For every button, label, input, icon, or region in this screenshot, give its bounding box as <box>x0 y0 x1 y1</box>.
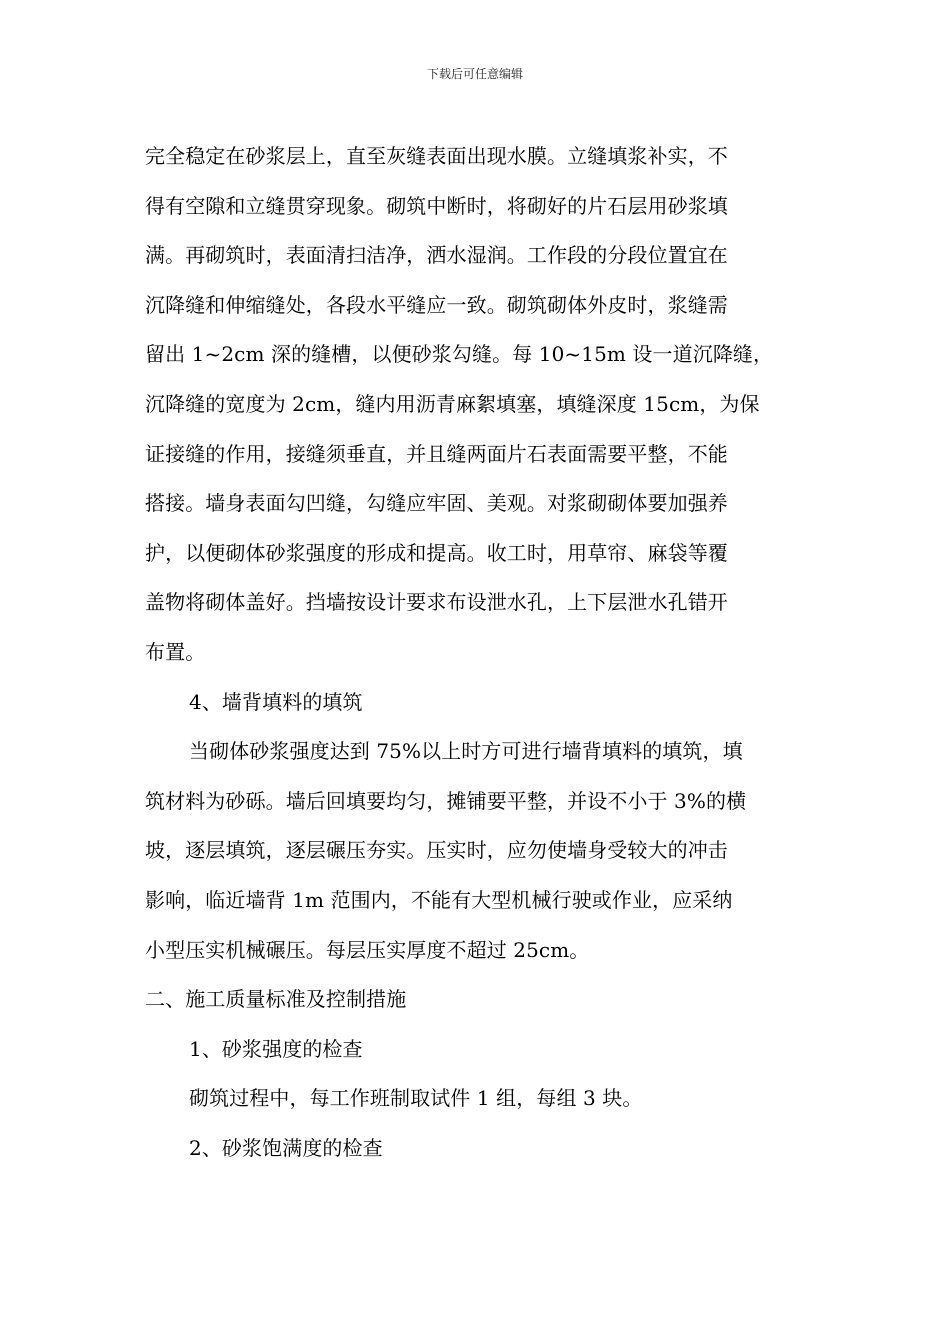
section-heading: 1、砂浆强度的检查 <box>189 1036 363 1061</box>
paragraph-line: 坡，逐层填筑，逐层碾压夯实。压实时，应勿使墙身受较大的冲击 <box>145 838 728 863</box>
paragraph-line: 得有空隙和立缝贯穿现象。砌筑中断时，将砌好的片石层用砂浆填 <box>145 193 728 218</box>
document-body <box>145 132 810 1173</box>
paragraph-line: 搭接。墙身表面勾凹缝，勾缝应牢固、美观。对浆砌砌体要加强养 <box>145 491 728 516</box>
paragraph-line: 满。再砌筑时，表面清扫洁净，洒水湿润。工作段的分段位置宜在 <box>145 243 728 268</box>
paragraph-line: 盖物将砌体盖好。挡墙按设计要求布设泄水孔，上下层泄水孔错开 <box>145 590 728 615</box>
paragraph-line: 护，以便砌体砂浆强度的形成和提高。收工时，用草帘、麻袋等覆 <box>145 540 728 565</box>
paragraph-line: 留出 1~2cm 深的缝槽，以便砂浆勾缝。每 10~15m 设一道沉降缝， <box>145 342 774 367</box>
paragraph-line: 小型压实机械碾压。每层压实厚度不超过 25cm。 <box>145 937 590 962</box>
paragraph-line: 砌筑过程中，每工作班制取试件 1 组，每组 3 块。 <box>189 1086 643 1111</box>
page-header: 下载后可任意编辑 <box>426 67 523 81</box>
paragraph-line: 沉降缝和伸缩缝处，各段水平缝应一致。砌筑砌体外皮时，浆缝需 <box>145 292 728 317</box>
paragraph-line: 证接缝的作用，接缝须垂直，并且缝两面片石表面需要平整，不能 <box>145 441 728 466</box>
section-heading: 2、砂浆饱满度的检查 <box>189 1135 383 1160</box>
paragraph-line: 布置。 <box>145 639 206 664</box>
paragraph-line: 影响，临近墙背 1m 范围内，不能有大型机械行驶或作业，应采纳 <box>145 887 733 912</box>
chapter-heading: 二、施工质量标准及控制措施 <box>145 987 407 1012</box>
paragraph-line: 当砌体砂浆强度达到 75%以上时方可进行墙背填料的填筑，填 <box>189 739 743 764</box>
paragraph-line: 筑材料为砂砾。墙后回填要均匀，摊铺要平整，并设不小于 3%的横 <box>145 788 747 813</box>
section-heading: 4、墙背填料的填筑 <box>189 689 363 714</box>
paragraph-line: 完全稳定在砂浆层上，直至灰缝表面出现水膜。立缝填浆补实，不 <box>145 144 728 168</box>
paragraph-line: 沉降缝的宽度为 2cm，缝内用沥青麻絮填塞，填缝深度 15cm，为保 <box>145 391 760 416</box>
